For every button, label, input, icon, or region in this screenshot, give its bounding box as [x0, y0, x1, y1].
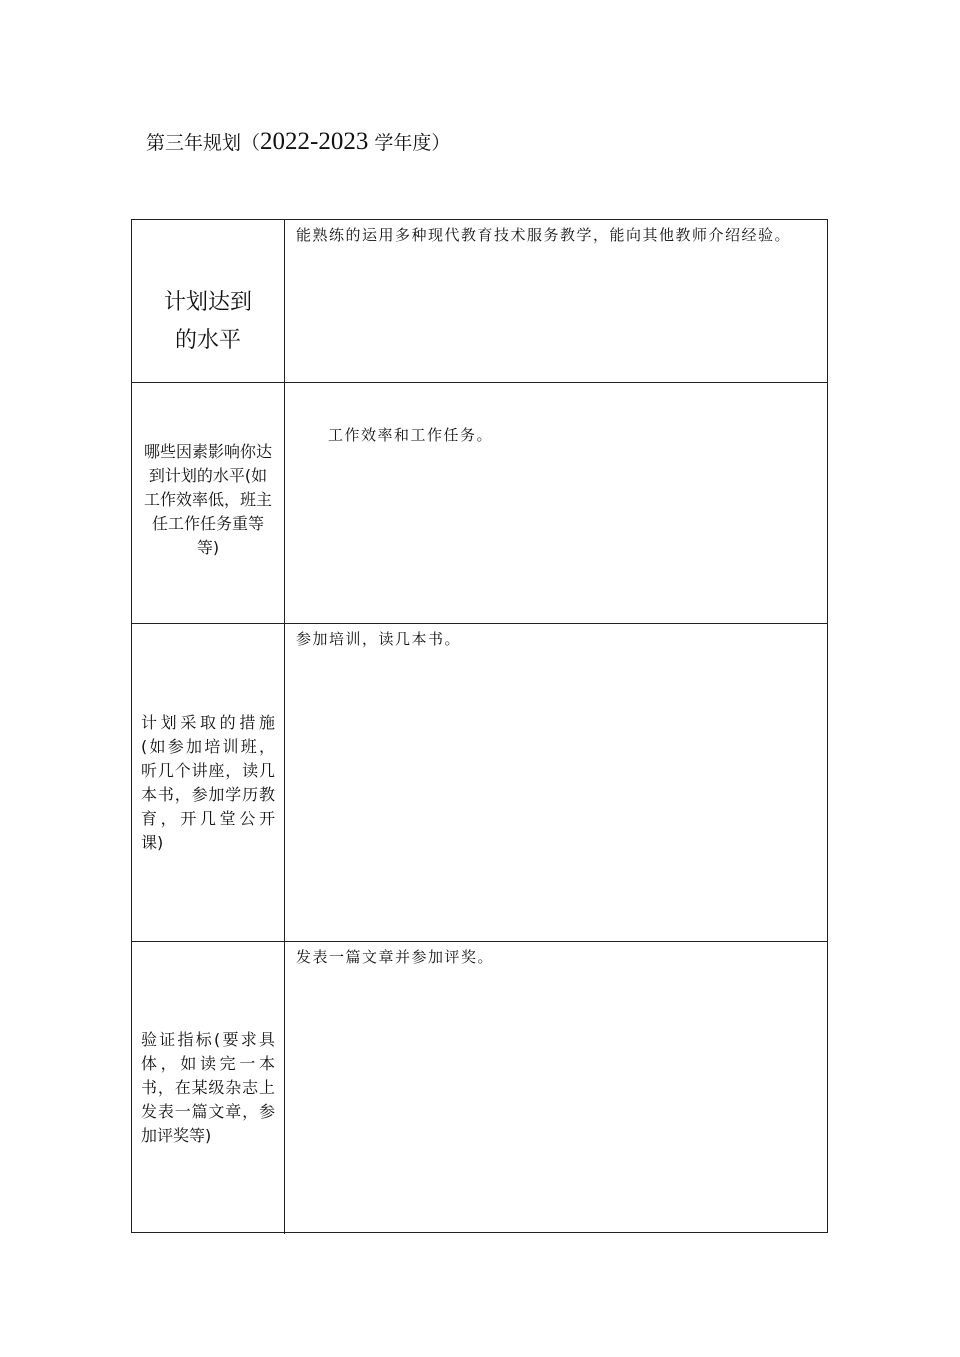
row-label: 计划采取的措施(如参加培训班，听几个讲座，读几本书，参加学历教育，开几堂公开课)	[141, 712, 275, 852]
row-label: 哪些因素影响你达到计划的水平(如工作效率低，班主任工作任务重等等)	[143, 442, 272, 557]
row-label	[155, 284, 261, 360]
row-label-cell	[132, 624, 285, 941]
row-label-line-2: 的水平	[174, 328, 241, 353]
row-label-line-1: 计划达到	[163, 290, 252, 315]
title-suffix: 学年度）	[368, 132, 451, 154]
table-row-factors	[132, 383, 827, 624]
row-content: 工作效率和工作任务。	[328, 426, 494, 444]
row-label-cell	[132, 220, 285, 382]
title-prefix: 第三年规划（	[146, 132, 261, 154]
row-content: 能熟练的运用多种现代教育技术服务教学，能向其他教师介绍经验。	[296, 226, 792, 244]
table-row-measures	[132, 624, 827, 942]
table-row-indicators	[132, 942, 827, 1234]
plan-table	[131, 219, 828, 1233]
table-row-target-level	[132, 220, 827, 383]
row-label-cell	[132, 942, 285, 1234]
row-content: 参加培训，读几本书。	[296, 630, 462, 648]
row-label-cell	[132, 383, 285, 623]
row-content: 发表一篇文章并参加评奖。	[296, 948, 495, 966]
title-years: 2022-2023	[260, 128, 369, 155]
row-label: 验证指标(要求具体，如读完一本书，在某级杂志上发表一篇文章，参加评奖等)	[141, 1030, 275, 1145]
page-title	[146, 128, 450, 156]
